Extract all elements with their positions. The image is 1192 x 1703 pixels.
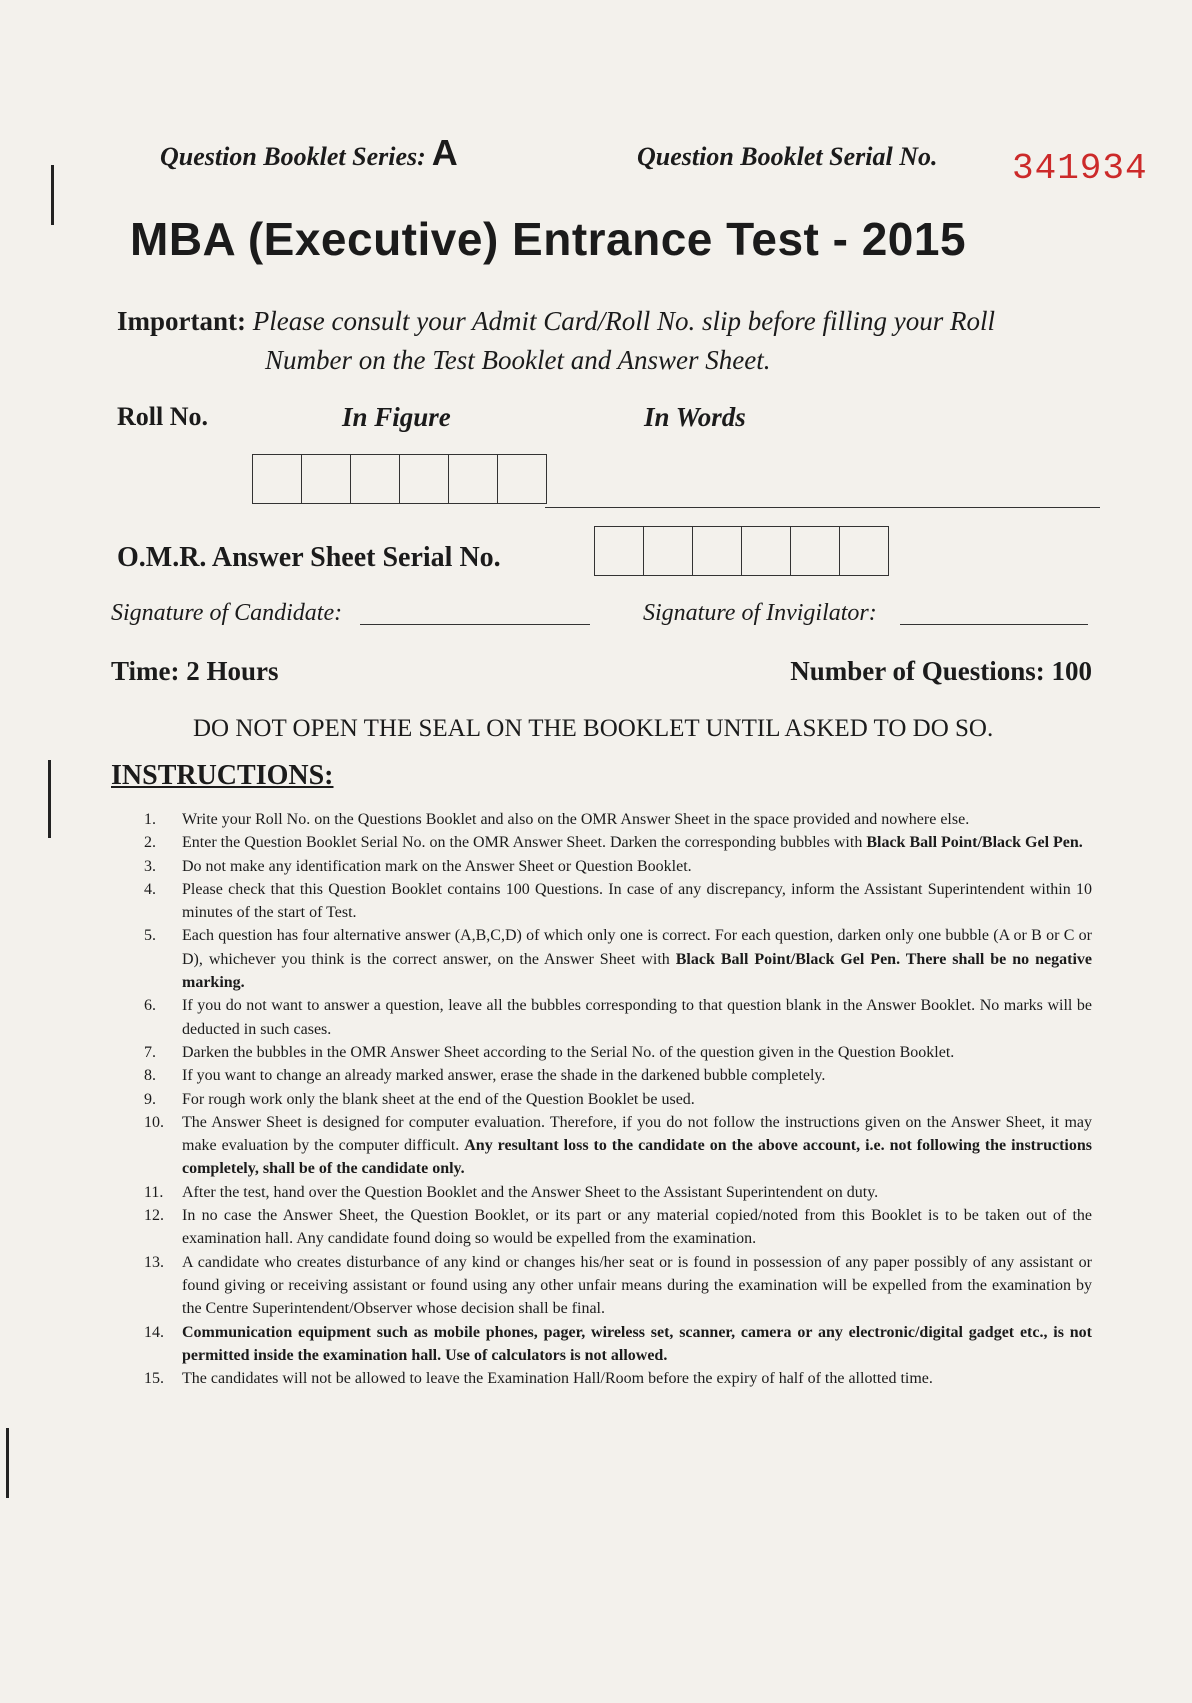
instruction-item bbox=[144, 1041, 1092, 1064]
instruction-item bbox=[144, 855, 1092, 878]
important-line-2: Number on the Test Booklet and Answer Sheet. bbox=[265, 345, 771, 375]
booklet-series-value: A bbox=[431, 132, 458, 173]
instruction-text: Each question has four alternative answer (A,B,C,D) of which only one is correct. For each question, darken only one bubble (A or B or C or D), whichever you think is the correct answer, on the Answer Sheet with bbox=[182, 927, 1092, 968]
omr-digit-box[interactable] bbox=[790, 527, 839, 575]
booklet-series bbox=[160, 132, 458, 174]
instruction-item bbox=[144, 1088, 1092, 1111]
roll-digit-box[interactable] bbox=[399, 455, 448, 503]
instruction-number: 14. bbox=[144, 1323, 164, 1341]
instruction-item bbox=[144, 1251, 1092, 1321]
candidate-signature-line[interactable] bbox=[360, 624, 590, 625]
instruction-text: In no case the Answer Sheet, the Question Booklet, or its part or any material copied/noted from this Booklet is to be taken out of the examination hall. Any candidate found doing so would be expelled from the examination. bbox=[182, 1207, 1092, 1248]
instruction-bold-text: Black Ball Point/Black Gel Pen. bbox=[866, 834, 1083, 852]
instruction-number: 11. bbox=[144, 1183, 164, 1201]
instruction-item bbox=[144, 1181, 1092, 1204]
booklet-series-label: Question Booklet Series: bbox=[160, 142, 426, 171]
invigilator-signature-line[interactable] bbox=[900, 624, 1088, 625]
instruction-text: If you do not want to answer a question, leave all the bubbles corresponding to that question blank in the Answer Booklet. No marks will be deducted in such cases. bbox=[182, 997, 1092, 1038]
omr-serial-boxes[interactable] bbox=[594, 526, 889, 576]
important-line-1: Please consult your Admit Card/Roll No. slip before filling your Roll bbox=[252, 306, 995, 336]
seal-warning: DO NOT OPEN THE SEAL ON THE BOOKLET UNTIL ASKED TO DO SO. bbox=[193, 715, 994, 742]
instruction-text: The Answer Sheet is designed for computer evaluation. Therefore, if you do not follow the instructions given on the Answer Sheet, it may make evaluation by the computer difficult. bbox=[182, 1113, 1092, 1155]
instruction-item bbox=[144, 1111, 1092, 1181]
in-words-label: In Words bbox=[644, 402, 746, 432]
booklet-serial-label: Question Booklet Serial No. bbox=[637, 142, 938, 171]
instructions-heading: INSTRUCTIONS: bbox=[111, 760, 334, 791]
roll-digit-box[interactable] bbox=[253, 455, 301, 503]
instruction-item bbox=[144, 1064, 1092, 1087]
omr-digit-box[interactable] bbox=[741, 527, 790, 575]
instruction-number: 10. bbox=[144, 1113, 164, 1131]
instruction-item bbox=[144, 1204, 1092, 1251]
scan-mark bbox=[6, 1428, 9, 1498]
instruction-number: 5. bbox=[144, 927, 156, 945]
roll-number-boxes[interactable] bbox=[252, 454, 547, 504]
roll-digit-box[interactable] bbox=[448, 455, 497, 503]
number-of-questions: Number of Questions: 100 bbox=[790, 656, 1092, 686]
instruction-bold-text: Communication equipment such as mobile phones, pager, wireless set, scanner, camera or any electronic/digital gadget etc., is not permitted inside the examination hall. Use of calculators is not allowed. bbox=[182, 1323, 1092, 1364]
booklet-serial-number: 341934 bbox=[1012, 148, 1148, 189]
omr-digit-box[interactable] bbox=[839, 527, 888, 575]
instruction-text: For rough work only the blank sheet at the end of the Question Booklet be used. bbox=[182, 1090, 695, 1108]
instruction-bold-text: Any resultant loss to the candidate on the above account, i.e. not following the instructions completely, shall be of the candidate only. bbox=[182, 1137, 1093, 1178]
instruction-number: 13. bbox=[144, 1253, 164, 1271]
instruction-text: Write your Roll No. on the Questions Booklet and also on the OMR Answer Sheet in the space provided and nowhere else. bbox=[182, 811, 970, 828]
instruction-text: Darken the bubbles in the OMR Answer Sheet according to the Serial No. of the question given in the Question Booklet. bbox=[182, 1043, 955, 1061]
instruction-text: The candidates will not be allowed to leave the Examination Hall/Room before the expiry of half of the allotted time. bbox=[182, 1370, 933, 1388]
roll-in-words-line[interactable] bbox=[545, 507, 1100, 508]
instruction-text: Please check that this Question Booklet contains 100 Questions. In case of any discrepancy, inform the Assistant Superintendent within 10 minutes of the start of Test. bbox=[182, 880, 1092, 922]
scan-mark bbox=[51, 165, 54, 225]
roll-digit-box[interactable] bbox=[301, 455, 350, 503]
instruction-number: 4. bbox=[144, 880, 156, 898]
in-figure-label: In Figure bbox=[342, 402, 451, 432]
instructions-list bbox=[144, 808, 1092, 1390]
instruction-number: 6. bbox=[144, 997, 156, 1015]
instruction-number: 7. bbox=[144, 1043, 156, 1061]
instruction-item bbox=[144, 1367, 1092, 1390]
instruction-item bbox=[144, 924, 1092, 994]
instruction-text: After the test, hand over the Question Booklet and the Answer Sheet to the Assistant Superintendent on duty. bbox=[182, 1183, 879, 1201]
candidate-signature-label: Signature of Candidate: bbox=[111, 600, 343, 626]
instruction-number: 12. bbox=[144, 1207, 164, 1225]
important-note bbox=[117, 302, 995, 380]
time-limit: Time: 2 Hours bbox=[111, 656, 279, 686]
instruction-text: Do not make any identification mark on the Answer Sheet or Question Booklet. bbox=[182, 857, 692, 875]
page-title: MBA (Executive) Entrance Test - 2015 bbox=[130, 213, 967, 265]
instruction-item bbox=[144, 831, 1092, 854]
instruction-item bbox=[144, 808, 1092, 831]
instruction-item bbox=[144, 878, 1092, 925]
omr-digit-box[interactable] bbox=[692, 527, 741, 575]
roll-no-label: Roll No. bbox=[117, 402, 208, 431]
omr-serial-label: O.M.R. Answer Sheet Serial No. bbox=[117, 542, 501, 573]
instruction-number: 1. bbox=[144, 811, 156, 828]
instruction-text: A candidate who creates disturbance of any kind or changes his/her seat or is found in possession of any paper possibly of any assistant or found giving or receiving assistant or found using any other unfair means during the examination will be expelled from the examination by the Centre Superintendent/Observer whose decision shall be final. bbox=[182, 1253, 1092, 1318]
important-label: Important: bbox=[117, 306, 246, 336]
instruction-number: 9. bbox=[144, 1090, 156, 1108]
invigilator-signature-label: Signature of Invigilator: bbox=[643, 600, 877, 626]
instruction-number: 15. bbox=[144, 1370, 164, 1388]
instruction-item bbox=[144, 1321, 1092, 1368]
scan-mark bbox=[48, 760, 51, 838]
roll-digit-box[interactable] bbox=[497, 455, 546, 503]
instruction-number: 8. bbox=[144, 1067, 156, 1085]
instruction-text: If you want to change an already marked answer, erase the shade in the darkened bubble completely. bbox=[182, 1067, 826, 1085]
instruction-item bbox=[144, 994, 1092, 1041]
instruction-bold-text: Black Ball Point/Black Gel Pen. There shall be no negative marking. bbox=[182, 950, 1092, 992]
instruction-number: 2. bbox=[144, 834, 156, 852]
instruction-text: Enter the Question Booklet Serial No. on the OMR Answer Sheet. Darken the corresponding bubbles with bbox=[182, 834, 867, 852]
omr-digit-box[interactable] bbox=[643, 527, 692, 575]
instruction-number: 3. bbox=[144, 857, 156, 875]
omr-digit-box[interactable] bbox=[595, 527, 643, 575]
roll-digit-box[interactable] bbox=[350, 455, 399, 503]
